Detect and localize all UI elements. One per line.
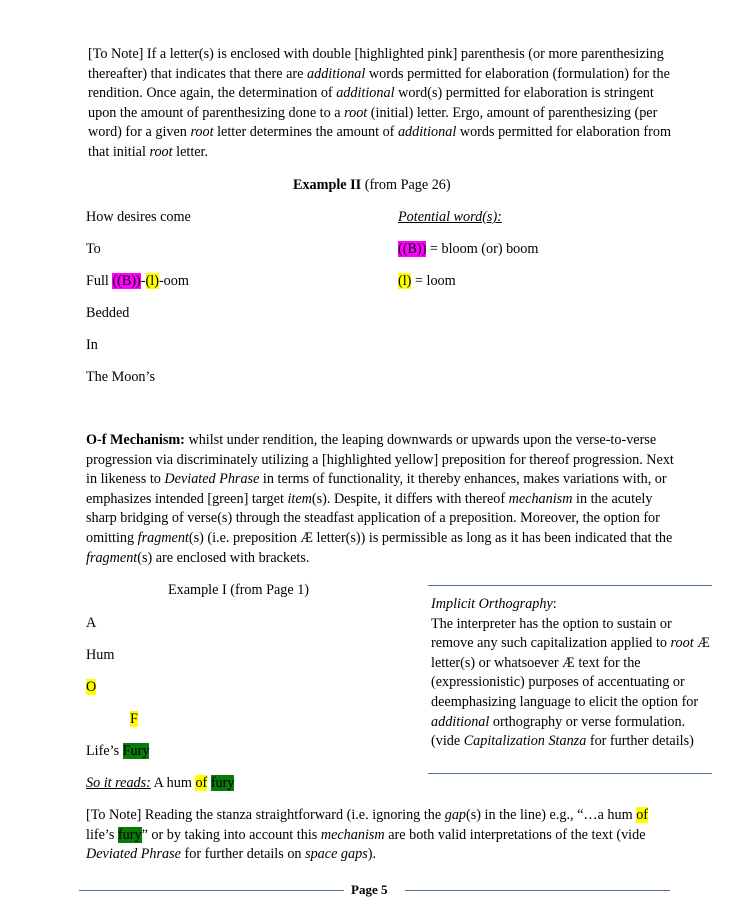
footer-rule-right [405, 890, 670, 891]
yellow-highlight: O [86, 679, 97, 695]
implicit-orthography-box [431, 595, 716, 752]
potential-words-label: Potential word(s): [398, 209, 502, 225]
footer-rule-left [79, 890, 344, 891]
sidebar-body: The interpreter has the option to sustain or remove any such capitalization applied to root Æ letter(s) or whatsoever Æ text for the (expressionistic) purposes of accentuating or deemphasizing language to elicit the option for additional orthography or verse formulation. (vide Capitalization Stanza for further details) [431, 615, 710, 750]
example2-line-5: In [86, 337, 98, 353]
green-highlight: fury [117, 826, 142, 843]
sidebar-top-rule [428, 585, 712, 586]
pink-highlight: ((B)) [398, 241, 427, 257]
note-paragraph-2: [To Note] Reading the stanza straightforward (i.e. ignoring the gap(s) in the line) e.g., “…a hum of life’s fury” or by taking into account this mechanism are both valid interpretations of the text (vide Deviated Phrase for further details on space gaps). [86, 807, 649, 863]
mechanism-title: O-f Mechanism: [86, 432, 185, 448]
emph-root: root [149, 143, 173, 160]
example1-line-3 [86, 679, 96, 696]
yellow-highlight: of [195, 775, 208, 791]
emph-additional: additional [336, 85, 395, 102]
green-highlight: Fury [122, 743, 150, 759]
note-paragraph-1: [To Note] If a letter(s) is enclosed with double [highlighted pink] parenthesis (or more parenthesizing thereafter) that indicates that there are additional words permitted for elaboration (formulation) for the rendition. Once again, the determination of additional word(s) permitted for elaboration is stringent upon the amount of parenthesizing done to a root (initial) letter. Ergo, amount of parenthesizing (per word) for a given root letter determines the amount of additional words permitted for elaboration from that initial root letter. [88, 46, 672, 160]
page-number: Page 5 [351, 882, 388, 897]
example2-line-4: Bedded [86, 305, 130, 321]
sidebar-bottom-rule [428, 773, 712, 774]
sidebar-title: Implicit Orthography: [431, 596, 557, 612]
potential-word-1: ((B)) = bloom (or) boom [398, 241, 539, 257]
example2-line-3: Full ((B))-(l)-oom [86, 273, 189, 289]
example2-line-2: To [86, 241, 101, 257]
mechanism-paragraph: O-f Mechanism: whilst under rendition, the leaping downwards or upwards upon the verse-to-verse progression via discriminately utilizing a [highlighted yellow] preposition for thereof progression. Next in likeness to Deviated Phrase in terms of functionality, it thereby enhances, makes variations with, or emphasizes intended [green] target item(s). Despite, it differs with thereof mechanism in the acutely sharp bridging of verse(s) through the steadfast application of a preposition. Moreover, the option for omitting fragment(s) (i.e. preposition Æ letter(s)) is permissible as long as it has been indicated that the fragment(s) are enclosed with brackets. [86, 432, 674, 566]
emph-additional: additional [397, 124, 457, 141]
green-highlight: fury [210, 775, 235, 791]
example1-title: Example I (from Page 1) [168, 582, 310, 598]
example2-line-6: The Moon’s [86, 369, 155, 385]
example1-line-2: Hum [86, 647, 115, 663]
emph-root: root [344, 104, 368, 121]
pink-highlight: ((B)) [112, 273, 141, 289]
yellow-highlight: (l) [398, 273, 412, 289]
yellow-highlight: (l) [145, 273, 159, 289]
emph-root: root [190, 124, 214, 141]
example1-line-5: Life’s Fury [86, 743, 150, 759]
example2-title: Example II (from Page 26) [293, 177, 451, 193]
yellow-highlight: of [636, 807, 649, 823]
page-footer [0, 881, 750, 901]
yellow-highlight: F [130, 711, 138, 727]
example2-line-1: How desires come [86, 209, 191, 225]
example1-line-1: A [86, 615, 97, 631]
potential-word-2: (l) = loom [398, 273, 456, 289]
example1-line-4 [130, 711, 138, 728]
so-it-reads: So it reads: A hum of fury [86, 775, 235, 791]
emph-additional: additional [307, 65, 366, 82]
